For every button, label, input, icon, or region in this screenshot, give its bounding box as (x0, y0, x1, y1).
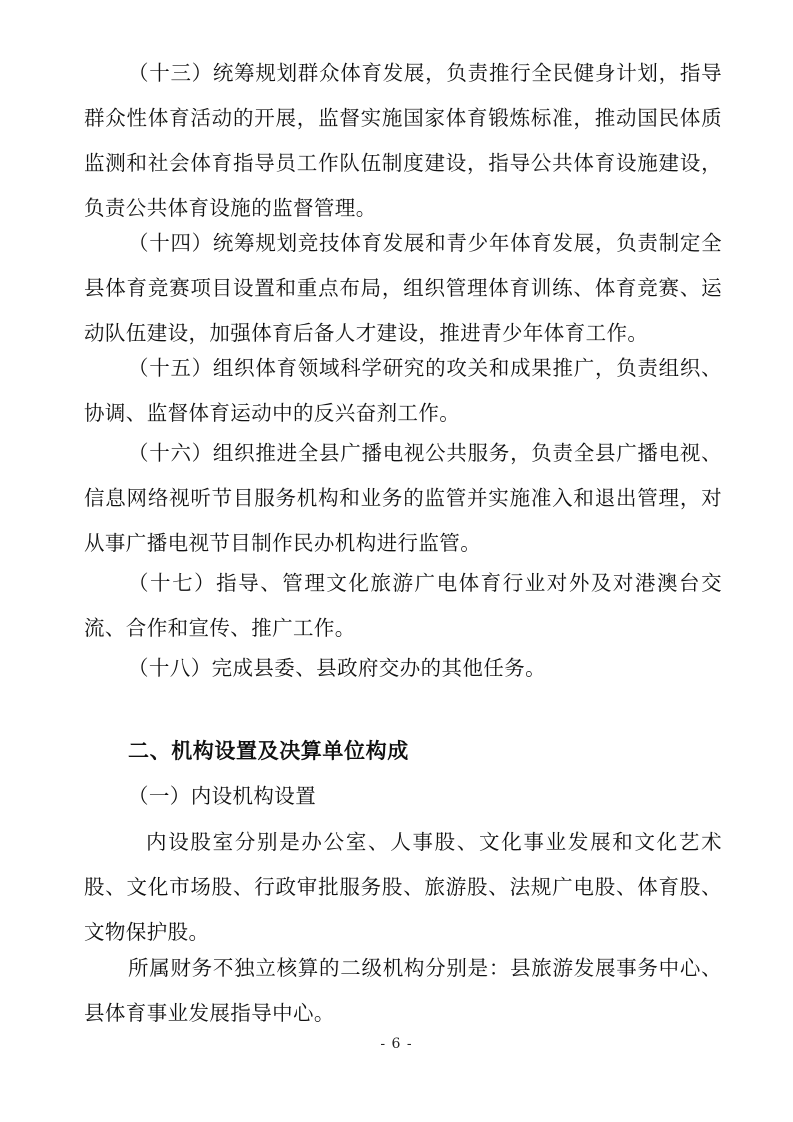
internal-units-paragraph: 内设股室分别是办公室、人事股、文化事业发展和文化艺术股、文化市场股、行政审批服务股、旅游股、法规广电股、体育股、文物保护股。 (84, 830, 722, 944)
page-number: - 6 - (380, 1036, 413, 1052)
duty-paragraph-17: （十七）指导、管理文化旅游广电体育行业对外及对港澳台交流、合作和宣传、推广工作。 (84, 571, 722, 640)
section-subheading: （一）内设机构设置 (128, 784, 317, 808)
duty-paragraph-13: （十三）统筹规划群众体育发展，负责推行全民健身计划，指导群众性体育活动的开展，监督实施国家体育锻炼标准，推动国民体质监测和社会体育指导员工作队伍制度建设，指导公共体育设施建设，负责公共体育设施的监督管理。 (84, 61, 722, 220)
duty-paragraph-16: （十六）组织推进全县广播电视公共服务，负责全县广播电视、信息网络视听节目服务机构和业务的监管并实施准入和退出管理，对从事广播电视节目制作民办机构进行监管。 (84, 441, 722, 555)
section-heading: 二、机构设置及决算单位构成 (128, 739, 409, 763)
duty-paragraph-18: （十八）完成县委、县政府交办的其他任务。 (128, 656, 546, 680)
duty-paragraph-14: （十四）统筹规划竞技体育发展和青少年体育发展，负责制定全县体育竞赛项目设置和重点布局，组织管理体育训练、体育竞赛、运动队伍建设，加强体育后备人才建设，推进青少年体育工作。 (84, 231, 722, 345)
subordinate-units-paragraph: 所属财务不独立核算的二级机构分别是：县旅游发展事务中心、县体育事业发展指导中心。 (84, 956, 722, 1025)
duty-paragraph-15: （十五）组织体育领域科学研究的攻关和成果推广，负责组织、协调、监督体育运动中的反兴奋剂工作。 (84, 356, 722, 425)
